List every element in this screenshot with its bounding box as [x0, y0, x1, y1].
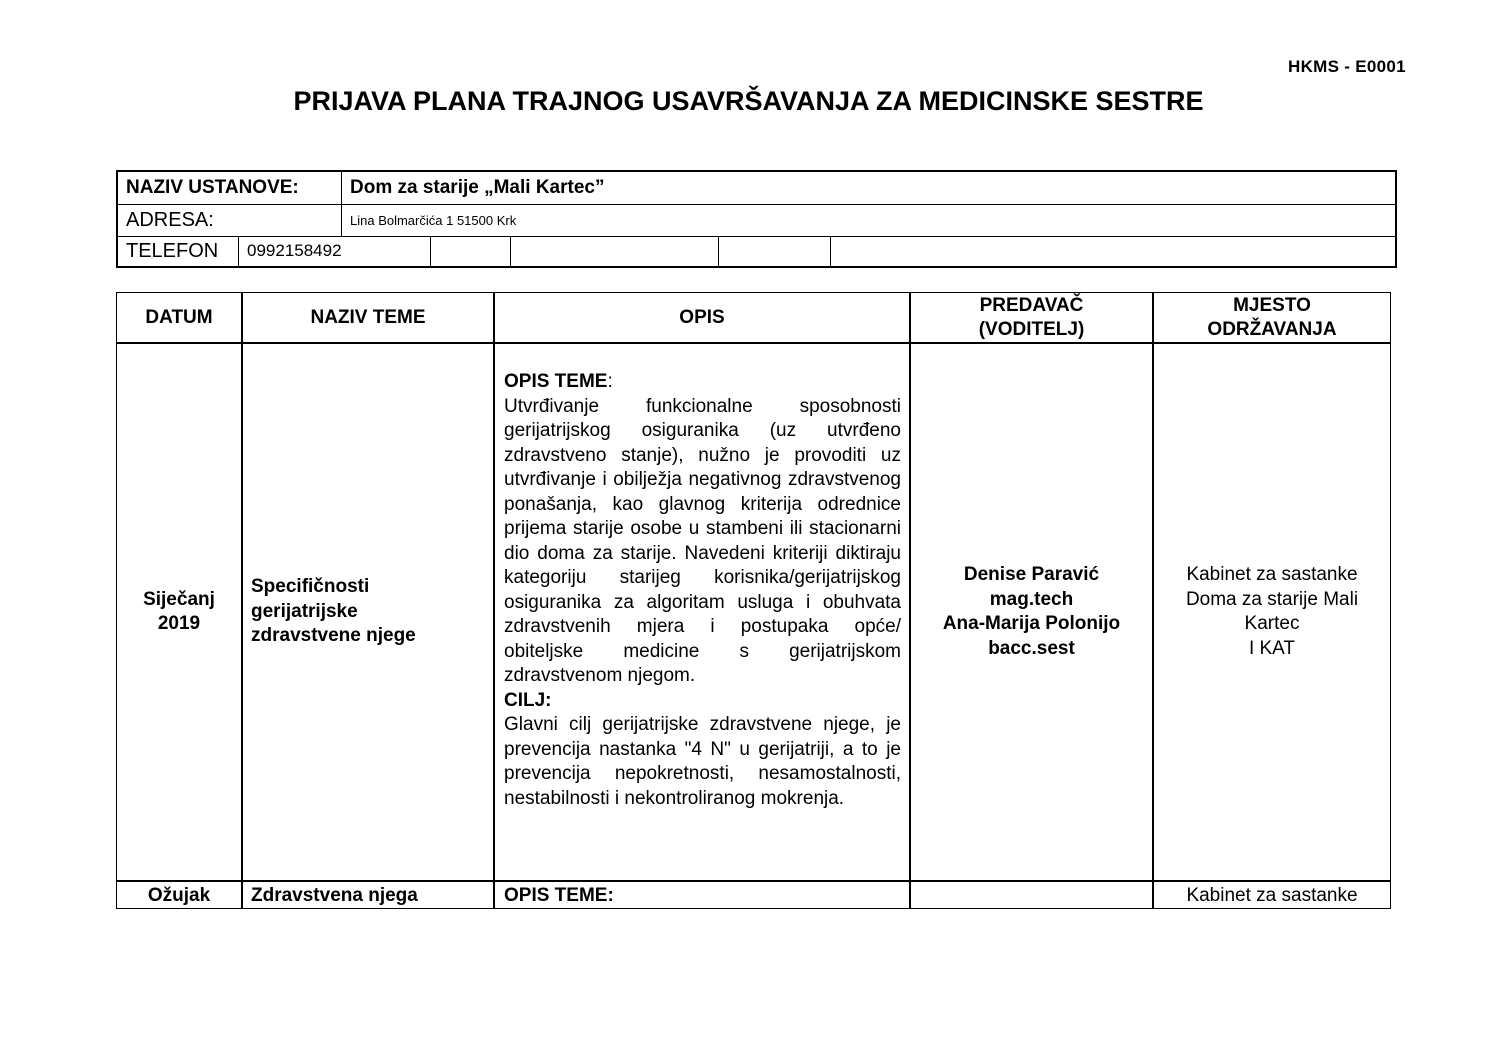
row2-tema-line1: Zdravstvena njega [251, 885, 418, 906]
phone-row [118, 236, 1395, 266]
address-label: ADRESA: [126, 208, 214, 231]
row2-mjesto [1154, 883, 1390, 909]
row2-datum-month: Ožujak [147, 885, 211, 906]
row1-mjesto [1154, 344, 1390, 880]
row-divider [117, 880, 1390, 882]
row1-tema-line1: Specifičnosti [251, 576, 370, 598]
column-divider [241, 293, 243, 908]
row1-opis-teme-label: OPIS TEME [504, 371, 608, 392]
page-title: PRIJAVA PLANA TRAJNOG USAVRŠAVANJA ZA MEDICINSKE SESTRE [293, 86, 1204, 116]
header-naziv-teme-label: NAZIV TEME [310, 307, 426, 328]
row1-opis-teme-colon: : [607, 371, 613, 392]
row1-predavac-line3: Ana-Marija Polonijo [942, 613, 1121, 634]
phone-empty-cell [831, 236, 1395, 266]
row1-predavac [911, 344, 1152, 880]
header-predavac-line2: (VODITELJ) [978, 319, 1085, 340]
header-predavac-line1: PREDAVAČ [979, 295, 1084, 316]
row1-datum [117, 344, 241, 880]
header-naziv-teme [243, 293, 493, 343]
phone-value-cell [239, 236, 431, 266]
phone-label-cell [118, 236, 239, 266]
row1-tema-line3: zdravstvene njege [251, 625, 416, 647]
row2-tema [251, 883, 491, 909]
column-divider [493, 293, 495, 908]
row1-mjesto-line4: I KAT [1248, 637, 1296, 659]
institution-box [116, 170, 1397, 268]
row1-opis-text: Utvrđivanje funkcionalne sposobnosti gerijatrijskog osiguranika (uz utvrđeno zdravstveno stanje), nužno je provoditi uz utvrđivanje i obilježja negativnog zdravstvenog ponašanja, kao glavnog kriterija odrednice prijema starije osobe u stambeni ili stacionarni dio doma za starije. Navedeni kriteriji diktiraju kategoriju starijeg korisnika/gerijatrijskog osiguranika za algoritam usluga i obuhvata zdravstvenih mjera i postupaka opće/ obiteljske medicine s gerijatrijskom zdravstvenom njegom. [504, 395, 901, 686]
institution-name-label-cell [118, 172, 342, 204]
form-code: HKMS - E0001 [1288, 57, 1406, 76]
row1-predavac-line1: Denise Paravić [963, 564, 1100, 585]
header-datum [117, 293, 241, 343]
row1-tema-line2: gerijatrijske [251, 600, 358, 622]
address-value: Lina Bolmarčića 1 51500 Krk [350, 212, 517, 228]
institution-name-row [118, 172, 1395, 205]
address-label-cell [118, 204, 342, 236]
phone-empty-cell [511, 236, 719, 266]
row1-mjesto-line2: Doma za starije Mali [1185, 588, 1359, 610]
row2-opis-teme-label: OPIS TEME: [504, 885, 614, 906]
header-mjesto [1154, 293, 1390, 343]
institution-name-value-cell [342, 172, 1395, 204]
institution-name-value: Dom za starije „Mali Kartec” [350, 177, 605, 198]
header-mjesto-line1: MJESTO [1233, 295, 1311, 316]
row1-opis-teme-heading [504, 370, 901, 395]
row2-mjesto-line1: Kabinet za sastanke [1186, 885, 1358, 906]
phone-empty-cell [431, 236, 511, 266]
phone-empty-cell [719, 236, 831, 266]
plan-table [116, 292, 1391, 909]
header-opis [495, 293, 909, 343]
row2-datum [117, 883, 241, 909]
row1-cilj-text: Glavni cilj gerijatrijske zdravstvene njege, je prevencija nastanka "4 N" u gerijatriji, a to je prevencija nepokretnosti, nesamostalnosti, nestabilnosti i nekontroliranog mokrenja. [504, 714, 901, 809]
row1-datum-month: Siječanj [143, 588, 215, 610]
institution-name-label: NAZIV USTANOVE: [126, 177, 299, 198]
row1-datum-year: 2019 [157, 613, 201, 634]
address-value-cell [342, 204, 1395, 236]
phone-label: TELEFON [126, 239, 219, 262]
header-datum-label: DATUM [145, 307, 213, 328]
header-mjesto-line2: ODRŽAVANJA [1207, 319, 1337, 340]
row1-predavac-line2: mag.tech [989, 588, 1074, 610]
row1-mjesto-line3: Kartec [1244, 613, 1300, 634]
row1-opis [504, 370, 901, 811]
row1-cilj-label: CILJ: [504, 689, 552, 711]
address-row [118, 204, 1395, 237]
header-predavac [911, 293, 1152, 343]
row1-mjesto-line1: Kabinet za sastanke [1186, 564, 1358, 585]
row2-opis [504, 883, 904, 909]
phone-value: 0992158492 [247, 241, 342, 260]
row1-predavac-line4: bacc.sest [988, 637, 1075, 659]
header-opis-label: OPIS [679, 307, 725, 328]
row1-tema [251, 344, 491, 880]
